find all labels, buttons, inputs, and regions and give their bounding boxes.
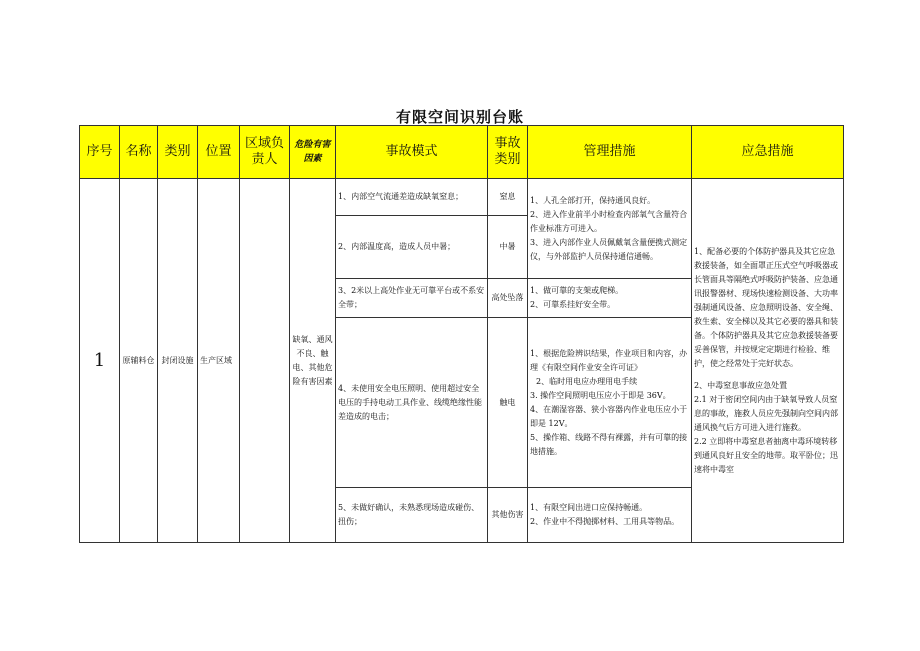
ledger-table bbox=[79, 125, 844, 543]
accident-mode-cell: 3、2米以上高处作业无可靠平台或不系安全带； bbox=[336, 279, 488, 318]
measure-line: 4、在潮湿容器、狭小容器内作业电压应小于即是 12V。 bbox=[530, 404, 688, 428]
header-name: 名称 bbox=[120, 126, 158, 179]
accident-type-cell: 其他伤害 bbox=[488, 488, 528, 543]
header-seq: 序号 bbox=[80, 126, 120, 179]
accident-mode-cell: 4、未使用安全电压照明、使用超过安全电压的手持电动工具作业、线缆绝缘性能差造成的电击； bbox=[336, 318, 488, 488]
header-location: 位置 bbox=[198, 126, 240, 179]
management-cell bbox=[528, 179, 692, 279]
measure-line: 1、人孔全部打开，保持通风良好。 bbox=[530, 195, 656, 205]
record-category: 封闭设施 bbox=[158, 179, 198, 543]
header-emergency: 应急措施 bbox=[692, 126, 844, 179]
management-cell bbox=[528, 488, 692, 543]
measure-line: 1、做可靠的支架或爬梯。 bbox=[530, 286, 624, 295]
measure-line: 2、进入作业前半小时检查内部氧气含量符合作业标准方可进入。 bbox=[530, 209, 688, 233]
record-hazard: 缺氧、通风不良、触电、其他危险有害因素 bbox=[290, 179, 336, 543]
record-seq: 1 bbox=[80, 179, 120, 543]
header-category: 类别 bbox=[158, 126, 198, 179]
accident-mode-cell: 1、内部空气流通差造成缺氧窒息； bbox=[336, 179, 488, 216]
management-cell bbox=[528, 279, 692, 318]
accident-mode-cell: 2、内部温度高，造成人员中暑； bbox=[336, 216, 488, 279]
accident-type-cell: 中暑 bbox=[488, 216, 528, 279]
header-accident-type: 事故类别 bbox=[488, 126, 528, 179]
measure-line: 1、有限空间出进口应保持畅通。 bbox=[530, 503, 648, 512]
accident-type-cell: 触电 bbox=[488, 318, 528, 488]
measure-line: 2、可靠系挂好安全带。 bbox=[530, 300, 616, 309]
header-management: 管理措施 bbox=[528, 126, 692, 179]
management-cell bbox=[528, 318, 692, 488]
measure-line: 5、操作箱、线路不得有裸露，并有可靠的接地措施。 bbox=[530, 432, 688, 456]
measure-line: 1、根据危险辨识结果，作业项目和内容，办理《有限空间作业安全许可证》 bbox=[530, 348, 688, 372]
record-owner bbox=[240, 179, 290, 543]
emergency-line: 1、配备必要的个体防护器具及其它应急救援装备，如全面罩正压式空气呼吸器或长管面具等隔绝式呼吸防护装备、应急通讯报警器材、现场快速检测设备、大功率强制通风设备、应急照明设备、安全绳、救生索、安全梯以及其它必要的器具和装备。个体防护器具及其它应急救援装备要妥善保管，并按规定定期进行检验、维护，使之经常处于完好状态。 bbox=[694, 246, 838, 368]
accident-type-cell: 高处坠落 bbox=[488, 279, 528, 318]
header-owner: 区域负责人 bbox=[240, 126, 290, 179]
emergency-cell bbox=[692, 179, 844, 543]
accident-mode-cell: 5、未做好确认，未熟悉现场造成碰伤、扭伤； bbox=[336, 488, 488, 543]
record-name: 原辅料仓 bbox=[120, 179, 158, 543]
measure-line: 2、作业中不得抛掷材料、工用具等物品。 bbox=[530, 517, 680, 526]
record-location: 生产区域 bbox=[198, 179, 240, 543]
page-title: 有限空间识别台账 bbox=[395, 108, 524, 126]
header-hazard: 危险有害因素 bbox=[290, 126, 336, 179]
header-row bbox=[80, 126, 844, 179]
table-row bbox=[80, 179, 844, 216]
accident-type-cell: 窒息 bbox=[488, 179, 528, 216]
measure-line: 2、临时用电应办理用电手续 bbox=[536, 376, 638, 386]
emergency-line: 2、中毒窒息事故应急处置 bbox=[694, 380, 788, 390]
measure-line: 3. 操作空间照明电压应小于即是 36V。 bbox=[530, 390, 671, 400]
measure-line: 3、进入内部作业人员佩戴氧含量便携式测定仪，与外部监护人员保持通信通畅。 bbox=[530, 237, 688, 261]
header-accident-mode: 事故模式 bbox=[336, 126, 488, 179]
emergency-line: 2.1 对于密闭空间内由于缺氧导致人员窒息的事故，施救人员应先强制向空间内部通风换气后方可进入进行施救。 bbox=[694, 394, 838, 432]
emergency-line: 2.2 立即将中毒窒息者抽离中毒环境转移到通风良好且安全的地带。取平卧位；迅速将中毒室 bbox=[694, 436, 838, 474]
